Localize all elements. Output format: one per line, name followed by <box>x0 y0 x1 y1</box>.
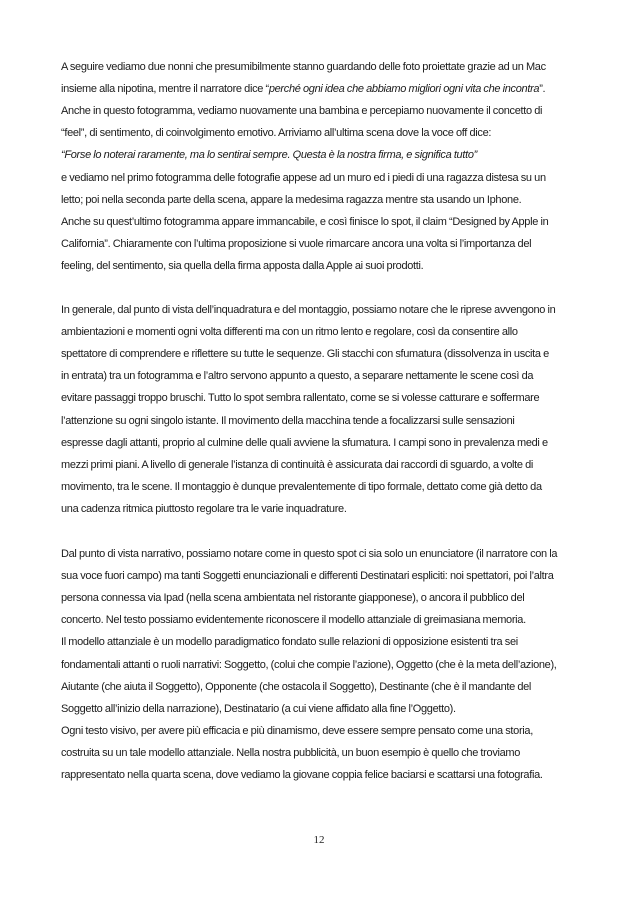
text-line <box>61 768 581 782</box>
text-line <box>61 414 581 428</box>
text-line <box>61 458 581 472</box>
text-segment: letto; poi nella seconda parte della scena, appare la medesima ragazza mentre sta usando un Iphone. <box>61 194 522 206</box>
text-segment: mezzi primi piani. A livello di generale l’istanza di continuità è assicurata dai raccordi di sguardo, a volte di <box>61 459 534 471</box>
text-segment: e vediamo nel primo fotogramma delle fotografie appese ad un muro ed i piedi di una ragazza distesa su un <box>61 172 546 184</box>
text-line <box>61 391 581 405</box>
text-segment: Aiutante (che aiuta il Soggetto), Opponente (che ostacola il Soggetto), Destinante (che è il mandante del <box>61 681 532 693</box>
text-segment: ”. <box>539 83 546 95</box>
text-segment: concerto. Nel testo possiamo evidentemente riconoscere il modello attanziale di greimasiana memoria. <box>61 614 526 626</box>
text-line <box>61 171 581 185</box>
text-line <box>61 193 581 207</box>
text-line <box>61 369 581 383</box>
italic-quote-segment: perché ogni idea che abbiamo migliori ogni vita che incontra <box>268 83 540 95</box>
text-segment: ambientazioni e momenti ogni volta differenti ma con un ritmo lento e regolare, così da consentire allo <box>61 326 518 338</box>
text-line <box>61 104 581 118</box>
text-line <box>61 237 581 251</box>
text-segment: fondamentali attanti o ruoli narrativi: Soggetto, (colui che compie l’azione), Oggetto (che è la meta dell’azione), <box>61 659 557 671</box>
text-segment: costruita su un tale modello attanziale. Nella nostra pubblicità, un buon esempio è quello che troviamo <box>61 747 521 759</box>
text-segment: Ogni testo visivo, per avere più efficacia e più dinamismo, deve essere sempre pensato come una storia, <box>61 725 533 737</box>
text-line <box>61 547 581 561</box>
text-line <box>61 613 581 627</box>
text-segment: feeling, del sentimento, sia quella della firma apposta dalla Apple ai suoi prodotti. <box>61 260 424 272</box>
text-line <box>61 259 581 273</box>
text-line <box>61 303 581 317</box>
text-segment: insieme alla nipotina, mentre il narratore dice “ <box>61 83 269 95</box>
text-line <box>61 702 581 716</box>
italic-quote-segment: “Forse lo noterai raramente, ma lo sentirai sempre. Questa è la nostra firma, e significa tutto” <box>61 149 477 161</box>
text-line <box>61 591 581 605</box>
text-line <box>61 325 581 339</box>
text-line <box>61 215 581 229</box>
text-segment: rappresentato nella quarta scena, dove vediamo la giovane coppia felice baciarsi e scattarsi una fotografia. <box>61 769 543 781</box>
text-segment: California”. Chiaramente con l’ultima proposizione si vuole rimarcare ancora una volta si l’importanza del <box>61 238 532 250</box>
text-segment: In generale, dal punto di vista dell’inquadratura e del montaggio, possiamo notare che le riprese avvengono in <box>61 304 556 316</box>
text-segment: una cadenza ritmica piuttosto regolare tra le varie inquadrature. <box>61 503 347 515</box>
text-segment: evitare passaggi troppo bruschi. Tutto lo spot sembra rallentato, come se si volesse catturare e soffermare <box>61 392 540 404</box>
page-number: 12 <box>313 834 325 846</box>
text-segment: Il modello attanziale è un modello paradigmatico fondato sulle relazioni di opposizione esistenti tra sei <box>61 636 518 648</box>
text-segment: Anche in questo fotogramma, vediamo nuovamente una bambina e percepiamo nuovamente il concetto di <box>61 105 543 117</box>
text-line <box>61 60 581 74</box>
text-segment: “feel”, di sentimento, di coinvolgimento emotivo. Arriviamo all’ultima scena dove la voce off dice: <box>61 127 492 139</box>
text-segment: sua voce fuori campo) ma tanti Soggetti enunciazionali e differenti Destinatari espliciti: noi spettatori, poi l’altra <box>61 570 554 582</box>
text-line <box>61 347 581 361</box>
text-line <box>61 746 581 760</box>
text-segment: spettatore di comprendere e riflettere su tutte le sequenze. Gli stacchi con sfumatura (dissolvenza in uscita e <box>61 348 549 360</box>
text-segment: A seguire vediamo due nonni che presumibilmente stanno guardando delle foto proiettate grazie ad un Mac <box>61 61 546 73</box>
text-segment: Dal punto di vista narrativo, possiamo notare come in questo spot ci sia solo un enunciatore (il narratore con la <box>61 548 558 560</box>
text-segment: espresse dagli attanti, proprio al culmine delle quali avviene la sfumatura. I campi sono in prevalenza medi e <box>61 437 548 449</box>
text-line <box>61 635 581 649</box>
text-segment: l’attenzione su ogni singolo istante. Il movimento della macchina tende a focalizzarsi sulle sensazioni <box>61 415 515 427</box>
text-line <box>61 148 581 162</box>
text-line <box>61 569 581 583</box>
text-line <box>61 436 581 450</box>
text-line <box>61 724 581 738</box>
text-line <box>61 82 581 96</box>
text-line <box>61 126 581 140</box>
text-segment: movimento, tra le scene. Il montaggio è dunque prevalentemente di tipo formale, dettato come già detto da <box>61 481 542 493</box>
text-line <box>61 502 581 516</box>
text-segment: Soggetto all’inizio della narrazione), Destinatario (a cui viene affidato alla fine l’Oggetto). <box>61 703 456 715</box>
text-line <box>61 658 581 672</box>
text-segment: persona connessa via Ipad (nella scena ambientata nel ristorante giapponese), o ancora il pubblico del <box>61 592 525 604</box>
text-segment: Anche su quest’ultimo fotogramma appare immancabile, e così finisce lo spot, il claim “Designed by Apple in <box>61 216 549 228</box>
text-segment: in entrata) tra un fotogramma e l’altro servono appunto a questo, a separare nettamente le scene così da <box>61 370 534 382</box>
text-line <box>61 480 581 494</box>
text-line <box>61 680 581 694</box>
